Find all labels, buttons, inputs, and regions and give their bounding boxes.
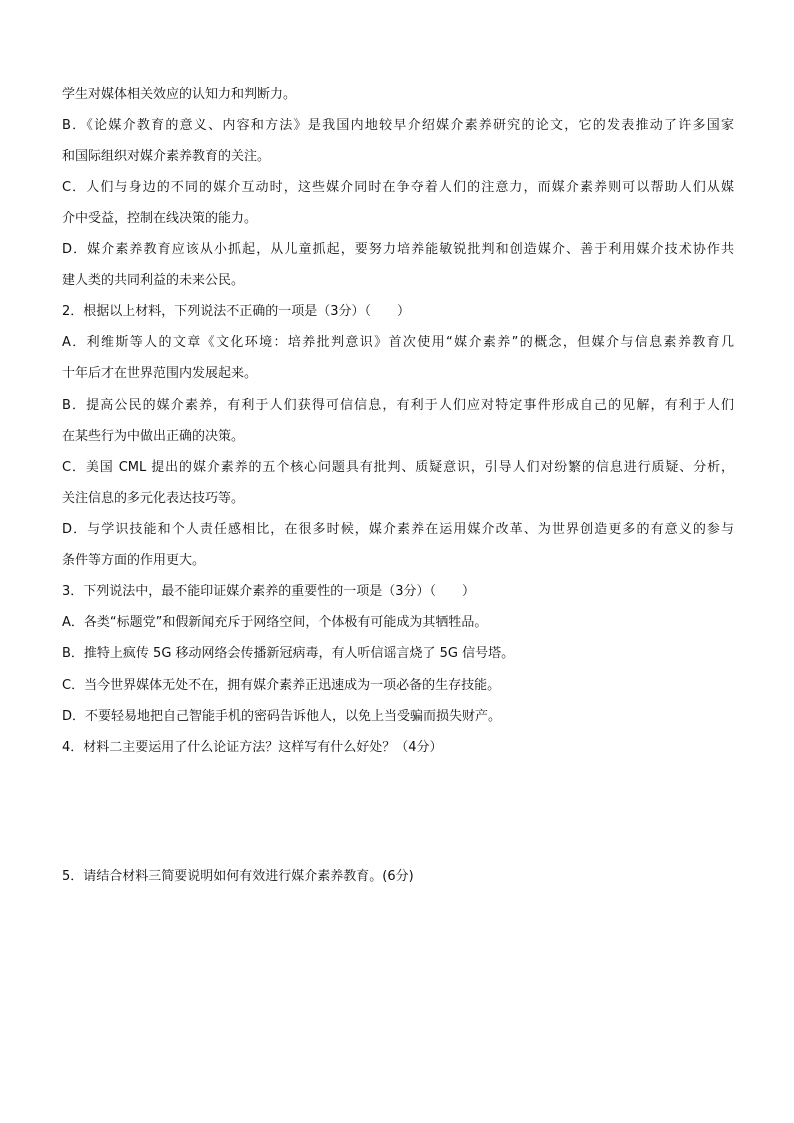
question-3-option-d: D．不要轻易地把自己智能手机的密码告诉他人，以免上当受骗而损失财产。 xyxy=(62,709,502,724)
text-line-13: C．美国 CML 提出的媒介素养的五个核心问题具有批判、质疑意识，引导人们对纷繁的信息进行质疑、分析， xyxy=(62,460,734,475)
text-line-12: 在某些行为中做出正确的决策。 xyxy=(62,429,245,444)
question-3-option-a: A．各类“标题党”和假新闻充斥于网络空间，个体极有可能成为其牺牲品。 xyxy=(62,615,488,630)
text-line-7: 建人类的共同利益的未来公民。 xyxy=(62,273,245,288)
question-3-option-b: B．推特上疯传 5G 移动网络会传播新冠病毒，有人听信谣言烧了 5G 信号塔。 xyxy=(62,646,515,661)
text-line-6: D．媒介素养教育应该从小抓起，从儿童抓起，要努力培养能敏锐批判和创造媒介、善于利用媒介技术协作共 xyxy=(62,242,734,257)
text-line-5: 介中受益，控制在线决策的能力。 xyxy=(62,211,258,226)
text-line-4: C．人们与身边的不同的媒介互动时，这些媒介同时在争夺着人们的注意力，而媒介素养则可以帮助人们从媒 xyxy=(62,180,734,195)
text-line-1: 学生对媒体相关效应的认知力和判断力。 xyxy=(62,87,297,102)
text-line-14: 关注信息的多元化表达技巧等。 xyxy=(62,491,245,506)
text-line-9: A．利维斯等人的文章《文化环境：培养批判意识》首次使用“媒介素养”的概念，但媒介与信息素养教育几 xyxy=(62,335,734,350)
text-line-16: 条件等方面的作用更大。 xyxy=(62,553,206,568)
question-2-stem: 2．根据以上材料，下列说法不正确的一项是（3分）（ ） xyxy=(62,304,411,319)
text-line-11: B．提高公民的媒介素养，有利于人们获得可信信息，有利于人们应对特定事件形成自己的见解，有利于人们 xyxy=(62,398,734,413)
text-line-10: 十年后才在世界范围内发展起来。 xyxy=(62,366,258,381)
text-line-2: B．《论媒介教育的意义、内容和方法》是我国内地较早介绍媒介素养研究的论文，它的发表推动了许多国家 xyxy=(62,118,734,133)
question-3-stem: 3．下列说法中，最不能印证媒介素养的重要性的一项是（3分）（ ） xyxy=(62,584,476,599)
text-line-3: 和国际组织对媒介素养教育的关注。 xyxy=(62,149,271,164)
text-line-15: D．与学识技能和个人责任感相比，在很多时候，媒介素养在运用媒介改革、为世界创造更多的有意义的参与 xyxy=(62,522,734,537)
question-4-stem: 4．材料二主要运用了什么论证方法？这样写有什么好处？（4分） xyxy=(62,740,443,755)
question-5-stem: 5．请结合材料三简要说明如何有效进行媒介素养教育。(6分) xyxy=(62,869,414,884)
question-3-option-c: C．当今世界媒体无处不在，拥有媒介素养正迅速成为一项必备的生存技能。 xyxy=(62,678,501,693)
